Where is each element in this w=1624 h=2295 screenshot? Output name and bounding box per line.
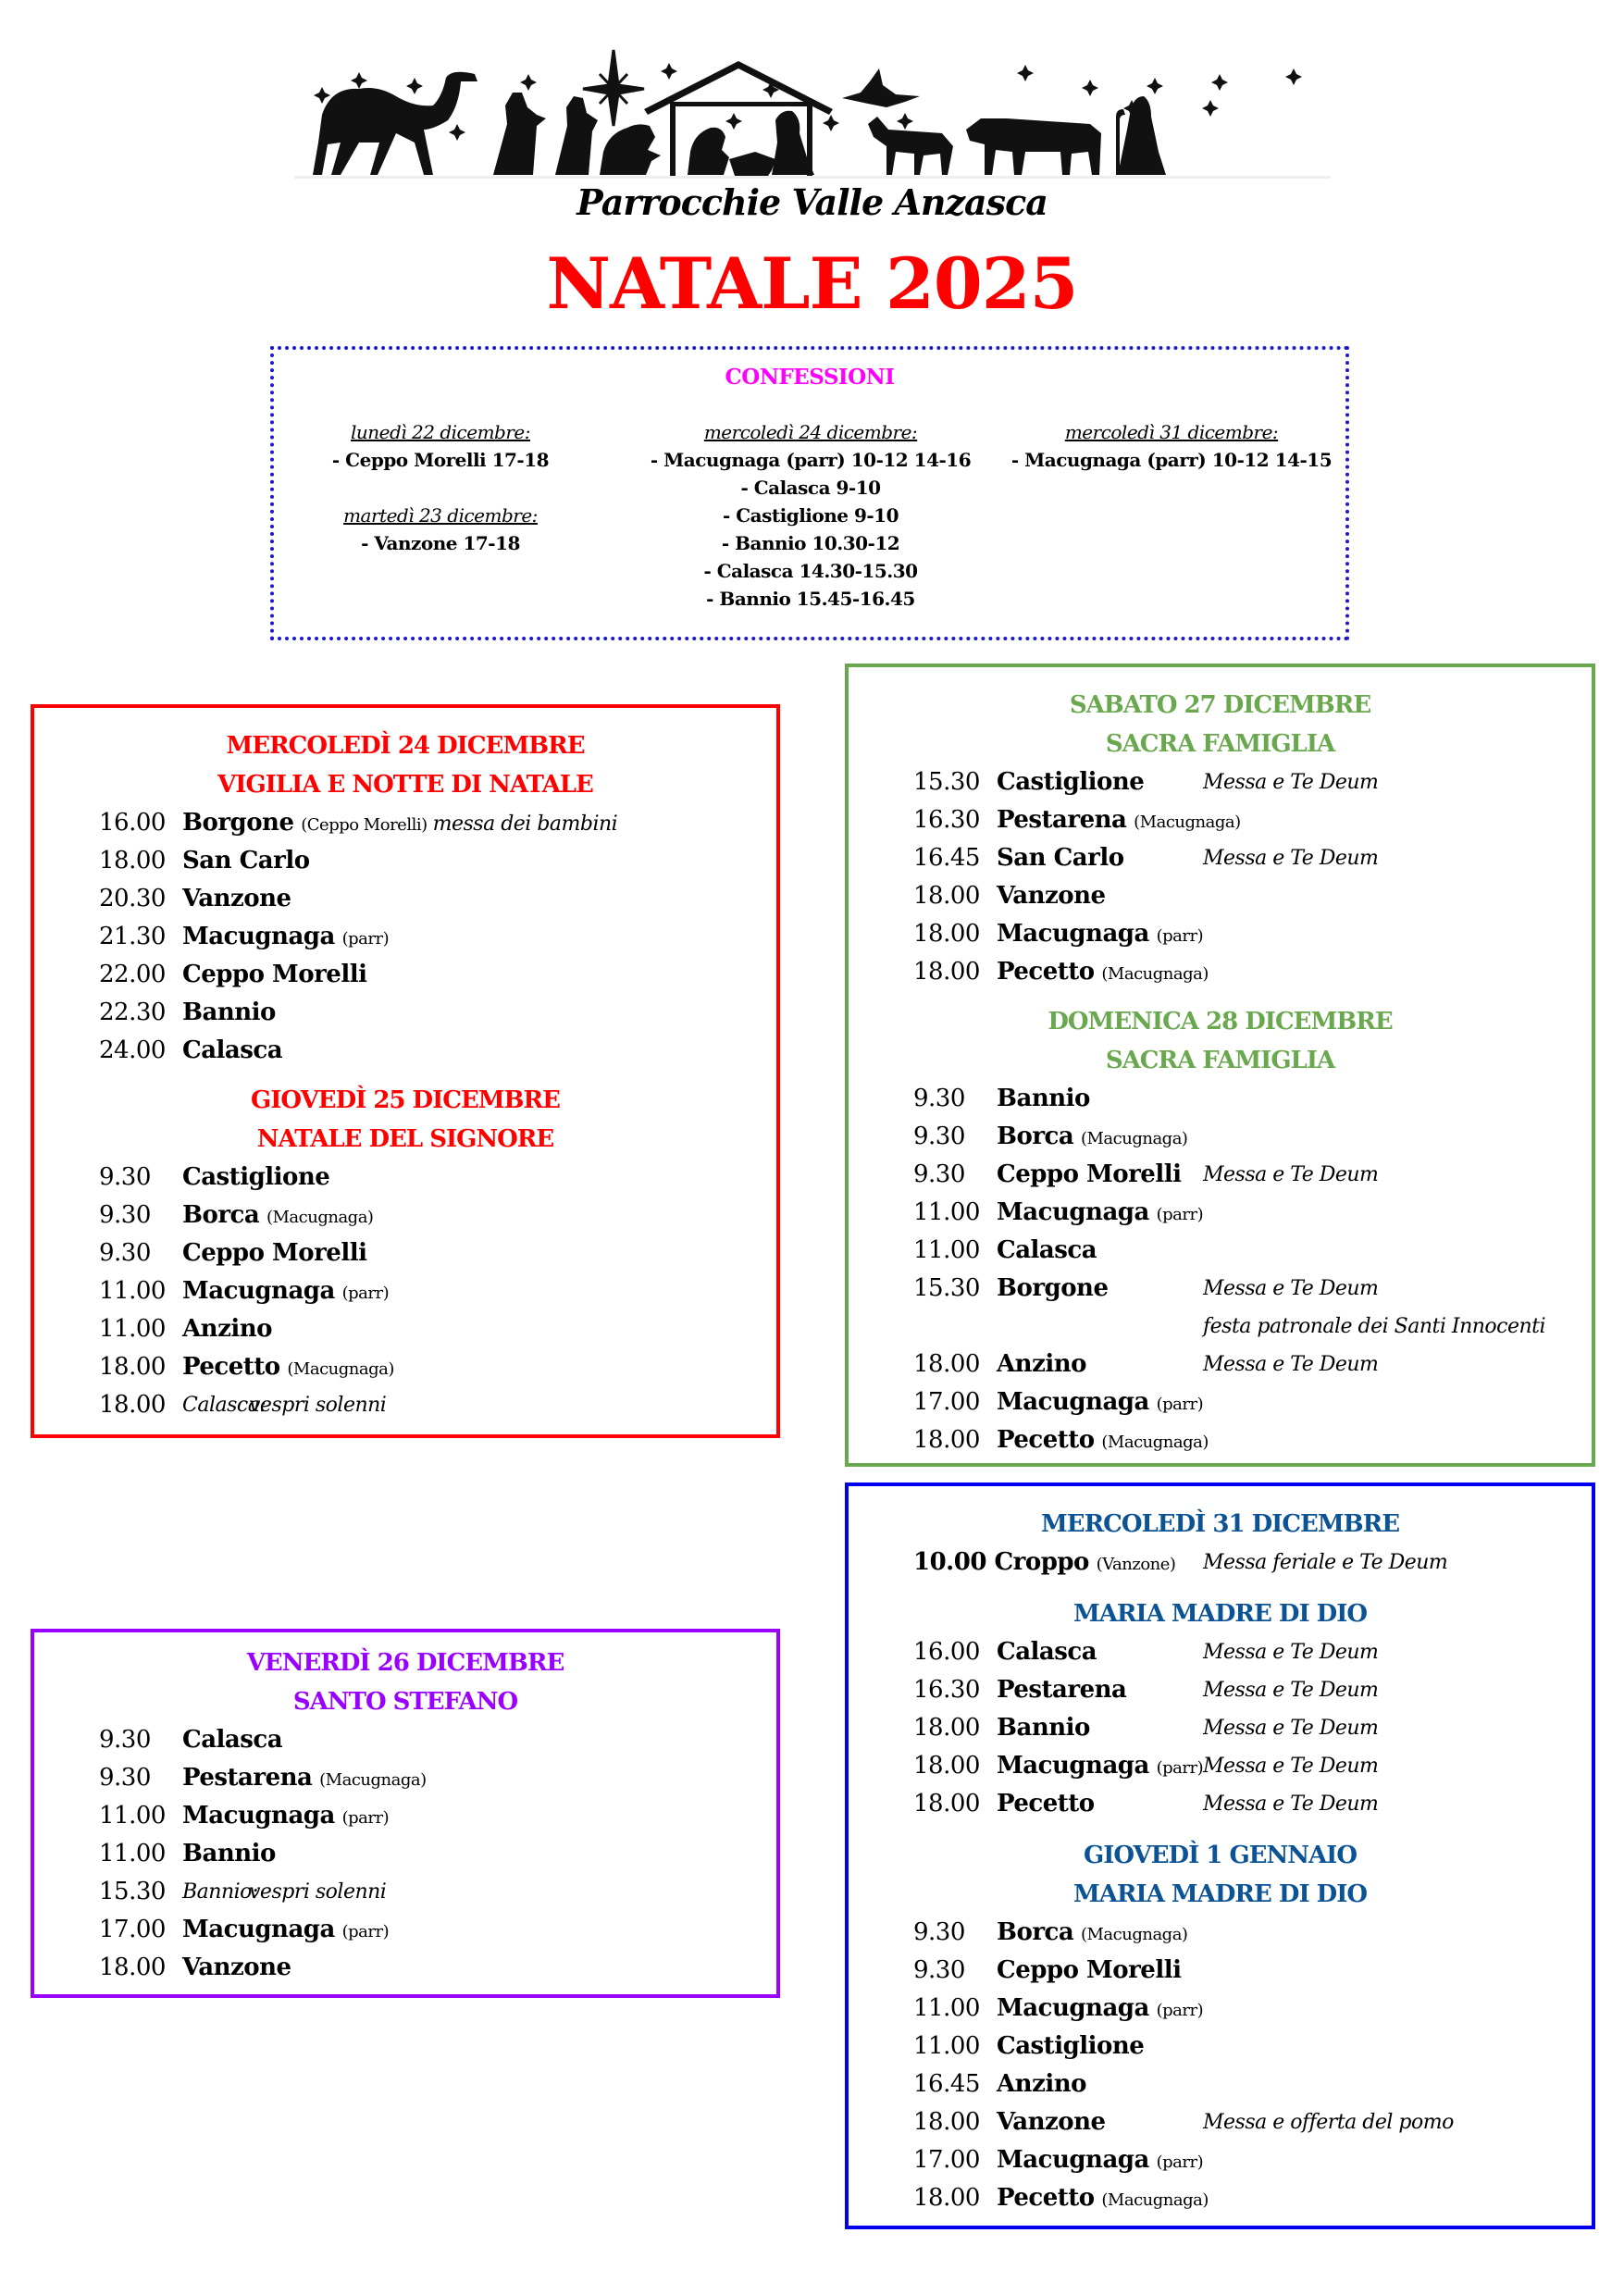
row-place — [182, 1911, 389, 1951]
schedule-content — [849, 1505, 1592, 2217]
row-time: 11.00 — [99, 1315, 166, 1343]
schedule-row — [849, 1785, 1592, 1823]
row-time: 16.30 — [913, 1676, 980, 1704]
row-location: Bannio — [997, 1085, 1090, 1112]
section-heading: VIGILIA E NOTTE DI NATALE — [217, 771, 593, 799]
schedule-row — [849, 2028, 1592, 2066]
row-location: Borgone — [182, 809, 294, 837]
row-place — [997, 1156, 1181, 1194]
row-location: Bannio — [997, 1714, 1090, 1742]
row-place-detail: (parr) — [1156, 2001, 1204, 2020]
schedule-section — [34, 1644, 776, 1987]
schedule-row — [849, 801, 1592, 839]
row-place-detail: (Macugnaga) — [1101, 2190, 1209, 2210]
row-location: Calasca — [997, 1236, 1097, 1264]
schedule-row — [34, 1721, 776, 1759]
row-note: Messa e Te Deum — [1203, 1717, 1379, 1740]
row-place — [997, 1747, 1203, 1787]
schedule-row — [34, 1159, 776, 1197]
row-location: Macugnaga — [997, 1994, 1149, 2022]
row-time: 9.30 — [99, 1239, 151, 1267]
schedule-row — [34, 918, 776, 956]
schedule-row — [849, 763, 1592, 801]
row-time: 24.00 — [99, 1036, 166, 1064]
row-time: 11.00 — [99, 1277, 166, 1305]
row-time: 18.00 — [913, 1752, 980, 1780]
row-place — [182, 1159, 329, 1197]
schedule-box-santo-stefano — [31, 1629, 780, 1998]
row-place-detail: (Macugnaga) — [319, 1770, 427, 1790]
row-time: 16.30 — [913, 806, 980, 834]
row-location: Macugnaga — [182, 923, 335, 950]
row-time: 9.30 — [913, 1085, 965, 1112]
row-location: Macugnaga — [997, 920, 1149, 948]
row-location: Pecetto — [997, 958, 1095, 986]
row-place — [997, 1914, 1187, 1954]
row-place — [997, 1080, 1090, 1118]
row-location: Calasca — [997, 1638, 1097, 1666]
row-time: 18.00 — [913, 882, 980, 910]
row-time: 18.00 — [99, 847, 166, 875]
row-place — [182, 842, 310, 880]
angel-icon — [842, 68, 920, 107]
row-place — [182, 1348, 394, 1388]
row-location: Macugnaga — [182, 1802, 335, 1830]
section-heading: SACRA FAMIGLIA — [1105, 1047, 1335, 1074]
row-time: 21.30 — [99, 923, 166, 950]
row-place — [182, 1797, 389, 1837]
row-location: San Carlo — [182, 847, 310, 875]
row-place — [182, 880, 291, 918]
row-location: Pecetto — [997, 1790, 1095, 1817]
row-place — [997, 1633, 1097, 1671]
row-time: 9.30 — [99, 1163, 151, 1191]
row-location: Macugnaga — [997, 1198, 1149, 1226]
row-place — [997, 2141, 1203, 2181]
schedule-section — [849, 1002, 1592, 1459]
confession-item: - Castiglione 9-10 — [722, 504, 899, 527]
row-place-detail: (Vanzone) — [1096, 1555, 1176, 1574]
row-location: San Carlo — [997, 844, 1124, 872]
row-place — [182, 804, 617, 844]
king-icon — [555, 96, 598, 175]
bethlehem-star-icon — [583, 50, 644, 126]
row-note: Messa e Te Deum — [1203, 1755, 1379, 1778]
row-vespers: vespri solenni — [249, 1880, 387, 1904]
schedule-row — [849, 1118, 1592, 1156]
row-time: 11.00 — [913, 1198, 980, 1226]
row-place — [997, 877, 1106, 915]
section-heading: MARIA MADRE DI DIO — [1072, 1880, 1368, 1908]
schedule-section — [849, 1594, 1592, 1823]
row-vespers: vespri solenni — [249, 1394, 387, 1417]
row-time: 20.30 — [99, 885, 166, 912]
row-place — [182, 918, 389, 958]
row-time: 9.30 — [99, 1201, 151, 1229]
row-place — [182, 956, 366, 994]
row-place — [997, 1785, 1095, 1823]
confession-day: martedì 23 dicembre: — [343, 504, 538, 527]
schedule-row — [849, 1346, 1592, 1383]
row-place-detail: (parr) — [341, 929, 390, 949]
confession-day: lunedì 22 dicembre: — [351, 421, 530, 443]
row-time: 11.00 — [99, 1802, 166, 1830]
row-location: Calasca — [182, 1726, 283, 1754]
row-place — [182, 1272, 389, 1312]
row-place-detail: (parr) — [341, 1808, 390, 1828]
section-heading: MERCOLEDÌ 24 DICEMBRE — [226, 732, 585, 760]
schedule-row — [34, 880, 776, 918]
row-place — [913, 1544, 1175, 1583]
row-location: Pecetto — [997, 2184, 1095, 2212]
section-heading: NATALE DEL SIGNORE — [256, 1125, 554, 1153]
row-time: 9.30 — [913, 1918, 965, 1946]
section-heading: SANTO STEFANO — [292, 1688, 518, 1716]
row-place-detail: (parr) — [1156, 2152, 1204, 2172]
confession-item: - Macugnaga (parr) 10-12 14-16 — [650, 449, 972, 471]
row-place — [182, 1721, 282, 1759]
schedule-row — [849, 953, 1592, 991]
row-place — [182, 994, 276, 1032]
row-location: Anzino — [997, 2070, 1086, 2098]
row-time: 9.30 — [913, 1956, 965, 1984]
row-place — [182, 1310, 272, 1348]
row-location: Macugnaga — [182, 1277, 335, 1305]
row-place — [182, 1835, 276, 1873]
schedule-row — [849, 1308, 1592, 1346]
row-time: 11.00 — [913, 1994, 980, 2022]
row-location: Vanzone — [182, 1954, 291, 1981]
row-place — [182, 1949, 291, 1987]
confession-item: - Calasca 14.30-15.30 — [703, 560, 918, 582]
row-location: Borca — [182, 1201, 260, 1229]
schedule-row — [34, 1949, 776, 1987]
row-note: festa patronale dei Santi Innocenti — [1203, 1315, 1546, 1338]
row-place-detail: (parr) — [1156, 926, 1204, 946]
row-place — [997, 801, 1241, 841]
schedule-row — [34, 994, 776, 1032]
schedule-row — [849, 1747, 1592, 1785]
confessions-box — [270, 346, 1349, 640]
nativity-illustration — [294, 41, 1331, 180]
schedule-section — [34, 1081, 776, 1424]
schedule-row — [849, 1914, 1592, 1952]
row-time: 16.45 — [913, 2070, 980, 2098]
schedule-row — [849, 2179, 1592, 2217]
row-place — [997, 1232, 1097, 1270]
schedule-box-sacra-famiglia — [845, 664, 1595, 1467]
parish-subtitle: Parrocchie Valle Anzasca — [576, 181, 1048, 223]
row-place — [997, 915, 1203, 955]
schedule-box-maria-madre-di-dio — [845, 1482, 1595, 2229]
row-place — [997, 1990, 1203, 2029]
schedule-row — [34, 842, 776, 880]
row-place — [182, 1032, 282, 1070]
confession-day: mercoledì 24 dicembre: — [703, 421, 918, 443]
row-time: 17.00 — [913, 1388, 980, 1416]
schedule-section — [849, 1505, 1592, 1582]
row-place — [997, 1709, 1090, 1747]
schedule-row — [849, 2066, 1592, 2103]
row-place-detail: (Macugnaga) — [1134, 813, 1241, 832]
row-time: 18.00 — [913, 1790, 980, 1817]
row-location: Bannio — [182, 999, 276, 1026]
row-place-detail: (Macugnaga) — [287, 1359, 394, 1379]
schedule-row — [849, 1952, 1592, 1990]
section-heading: VENERDÌ 26 DICEMBRE — [246, 1649, 564, 1677]
row-place — [182, 1234, 366, 1272]
confession-item: - Bannio 15.45-16.45 — [706, 588, 915, 610]
confessions-heading: CONFESSIONI — [725, 365, 895, 390]
confession-item: - Macugnaga (parr) 10-12 14-15 — [1010, 449, 1333, 471]
row-location: Castiglione — [997, 2032, 1145, 2060]
schedule-row — [34, 1835, 776, 1873]
row-location: Ceppo Morelli — [997, 1160, 1182, 1188]
schedule-row — [849, 1421, 1592, 1459]
confession-item: - Bannio 10.30-12 — [721, 532, 900, 554]
schedule-content — [849, 686, 1592, 1459]
row-location: Ceppo Morelli — [182, 961, 367, 988]
schedule-row — [34, 1272, 776, 1310]
camel-icon — [313, 72, 477, 175]
row-time: 18.00 — [99, 1353, 166, 1381]
row-time: 18.00 — [99, 1391, 166, 1419]
row-time: 9.30 — [99, 1726, 151, 1754]
row-place-detail: (parr) — [341, 1922, 390, 1941]
row-place — [997, 1671, 1126, 1709]
row-location: Pecetto — [182, 1353, 280, 1381]
cow-icon — [966, 118, 1101, 175]
row-place-detail: (parr) — [1156, 1205, 1204, 1224]
row-location: Castiglione — [997, 768, 1145, 796]
schedule-row — [34, 1386, 776, 1424]
row-location: Calasca: — [182, 1394, 267, 1417]
confession-item: - Ceppo Morelli 17-18 — [331, 449, 550, 471]
schedule-row — [849, 1709, 1592, 1747]
row-note: Messa e offerta del pomo — [1203, 2111, 1454, 2134]
donkey-icon — [868, 117, 953, 175]
section-heading: SABATO 27 DICEMBRE — [1069, 691, 1371, 719]
row-time: 15.30 — [99, 1878, 166, 1905]
schedule-section — [34, 726, 776, 1070]
row-time: 18.00 — [913, 1426, 980, 1454]
row-note: Messa e Te Deum — [1203, 1163, 1379, 1186]
row-place — [997, 1118, 1187, 1158]
row-time: 9.30 — [913, 1160, 965, 1188]
row-note: Messa e Te Deum — [1203, 847, 1379, 870]
row-time: 18.00 — [913, 1350, 980, 1378]
schedule-row — [34, 804, 776, 842]
row-note: Messa e Te Deum — [1203, 1793, 1379, 1816]
row-location: Pestarena — [182, 1764, 313, 1792]
row-place — [997, 1194, 1203, 1234]
row-time: 18.00 — [913, 1714, 980, 1742]
section-heading: GIOVEDÌ 25 DICEMBRE — [251, 1086, 560, 1114]
row-place — [997, 2179, 1209, 2219]
row-place-detail: (Ceppo Morelli) — [301, 815, 428, 835]
row-place — [997, 763, 1144, 801]
row-place-detail: (Macugnaga) — [1080, 1129, 1188, 1148]
schedule-row — [34, 1348, 776, 1386]
row-location: Borgone — [997, 1274, 1109, 1302]
row-location: Vanzone — [997, 2108, 1106, 2136]
row-time: 16.00 — [99, 809, 166, 837]
row-note: Messa e Te Deum — [1203, 1679, 1379, 1702]
row-location: Anzino — [182, 1315, 272, 1343]
section-heading: MERCOLEDÌ 31 DICEMBRE — [1040, 1510, 1400, 1538]
schedule-row — [849, 1232, 1592, 1270]
schedule-row — [34, 1873, 776, 1911]
row-time: 22.30 — [99, 999, 166, 1026]
row-location: Macugnaga — [182, 1916, 335, 1943]
row-note: Messa feriale e Te Deum — [1203, 1551, 1448, 1574]
row-place — [997, 2103, 1106, 2141]
row-location: Macugnaga — [997, 1388, 1149, 1416]
row-location: Pestarena — [997, 806, 1127, 834]
confessions-column — [311, 418, 570, 557]
row-location: Bannio: — [182, 1880, 258, 1904]
row-place — [997, 1270, 1108, 1308]
row-location: Borca — [997, 1918, 1074, 1946]
schedule-row — [849, 1194, 1592, 1232]
row-location: Borca — [997, 1123, 1074, 1150]
schedule-row — [849, 2103, 1592, 2141]
schedule-row — [34, 1310, 776, 1348]
schedule-row — [849, 1633, 1592, 1671]
row-place — [997, 1346, 1086, 1383]
row-location: Ceppo Morelli — [182, 1239, 367, 1267]
confession-item: - Vanzone 17-18 — [361, 532, 520, 554]
section-heading: GIOVEDÌ 1 GENNAIO — [1084, 1842, 1357, 1869]
row-note: Messa e Te Deum — [1203, 1641, 1379, 1664]
row-location: Macugnaga — [997, 2146, 1149, 2174]
schedule-row — [849, 915, 1592, 953]
row-time: 16.45 — [913, 844, 980, 872]
confessions-column — [644, 418, 977, 613]
schedule-row — [34, 1911, 776, 1949]
row-place — [997, 2028, 1144, 2066]
row-location: Pestarena — [997, 1676, 1127, 1704]
section-heading: SACRA FAMIGLIA — [1105, 730, 1335, 758]
schedule-row — [849, 1990, 1592, 2028]
row-place-detail: (parr) — [1156, 1758, 1204, 1778]
section-heading: MARIA MADRE DI DIO — [1072, 1600, 1368, 1628]
schedule-row — [849, 1671, 1592, 1709]
row-place — [997, 839, 1124, 877]
row-time: 11.00 — [913, 2032, 980, 2060]
row-time: 9.30 — [913, 1123, 965, 1150]
schedule-row — [34, 1032, 776, 1070]
row-location: Pecetto — [997, 1426, 1095, 1454]
row-place-detail: (parr) — [341, 1284, 390, 1303]
schedule-box-christmas — [31, 704, 780, 1438]
schedule-row — [34, 1234, 776, 1272]
schedule-row — [849, 1383, 1592, 1421]
row-location: Castiglione — [182, 1163, 330, 1191]
row-time: 9.30 — [99, 1764, 151, 1792]
row-location: Bannio — [182, 1840, 276, 1867]
row-place-detail: (Macugnaga) — [1101, 964, 1209, 984]
row-time: 17.00 — [99, 1916, 166, 1943]
schedule-row — [34, 1759, 776, 1797]
row-time-place: 10.00 Croppo — [913, 1548, 1089, 1576]
row-location: Vanzone — [997, 882, 1106, 910]
row-time: 18.00 — [913, 958, 980, 986]
schedule-row — [34, 1797, 776, 1835]
row-place — [182, 1759, 427, 1799]
row-time: 18.00 — [913, 2184, 980, 2212]
mary-icon — [688, 128, 729, 175]
schedule-row — [849, 839, 1592, 877]
manger-icon — [729, 152, 775, 176]
row-place-detail: (parr) — [1156, 1395, 1204, 1414]
row-time: 18.00 — [913, 2108, 980, 2136]
row-note: Messa e Te Deum — [1203, 1353, 1379, 1376]
row-place-detail: (Macugnaga) — [1080, 1925, 1188, 1944]
schedule-row — [849, 2141, 1592, 2179]
row-note: Messa e Te Deum — [1203, 1277, 1379, 1300]
row-location: Macugnaga — [997, 1752, 1149, 1780]
page-title: NATALE 2025 — [546, 242, 1078, 325]
schedule-content — [34, 1644, 776, 1987]
row-time: 22.00 — [99, 961, 166, 988]
row-place-detail: (Macugnaga) — [1101, 1433, 1209, 1452]
schedule-content — [34, 726, 776, 1424]
row-time: 18.00 — [99, 1954, 166, 1981]
row-time: 15.30 — [913, 1274, 980, 1302]
row-time: 11.00 — [913, 1236, 980, 1264]
row-place — [997, 1952, 1181, 1990]
row-place — [997, 953, 1209, 993]
row-place — [182, 1197, 373, 1236]
row-place — [997, 2066, 1086, 2103]
row-time: 17.00 — [913, 2146, 980, 2174]
schedule-row — [849, 1080, 1592, 1118]
confession-day: mercoledì 31 dicembre: — [1064, 421, 1279, 443]
row-location: Vanzone — [182, 885, 291, 912]
schedule-row — [849, 1156, 1592, 1194]
schedule-row — [849, 1544, 1592, 1582]
row-time: 15.30 — [913, 768, 980, 796]
confession-item: - Calasca 9-10 — [740, 477, 881, 499]
schedule-row — [849, 1270, 1592, 1308]
row-location: Anzino — [997, 1350, 1086, 1378]
row-note: Messa e Te Deum — [1203, 771, 1379, 794]
row-location: Calasca — [182, 1036, 283, 1064]
section-heading: DOMENICA 28 DICEMBRE — [1048, 1008, 1393, 1036]
row-place — [997, 1421, 1209, 1461]
schedule-row — [34, 1197, 776, 1234]
row-place — [997, 1383, 1203, 1423]
schedule-row — [849, 877, 1592, 915]
schedule-section — [849, 1836, 1592, 2217]
schedule-row — [34, 956, 776, 994]
row-time: 16.00 — [913, 1638, 980, 1666]
row-time: 11.00 — [99, 1840, 166, 1867]
king-icon — [493, 93, 546, 175]
confessions-column — [1005, 418, 1338, 474]
row-place-detail: (Macugnaga) — [266, 1208, 374, 1227]
row-note: messa dei bambini — [432, 813, 618, 836]
kneeling-king-icon — [600, 124, 661, 175]
row-time: 18.00 — [913, 920, 980, 948]
schedule-section — [849, 686, 1592, 991]
row-location: Ceppo Morelli — [997, 1956, 1182, 1984]
